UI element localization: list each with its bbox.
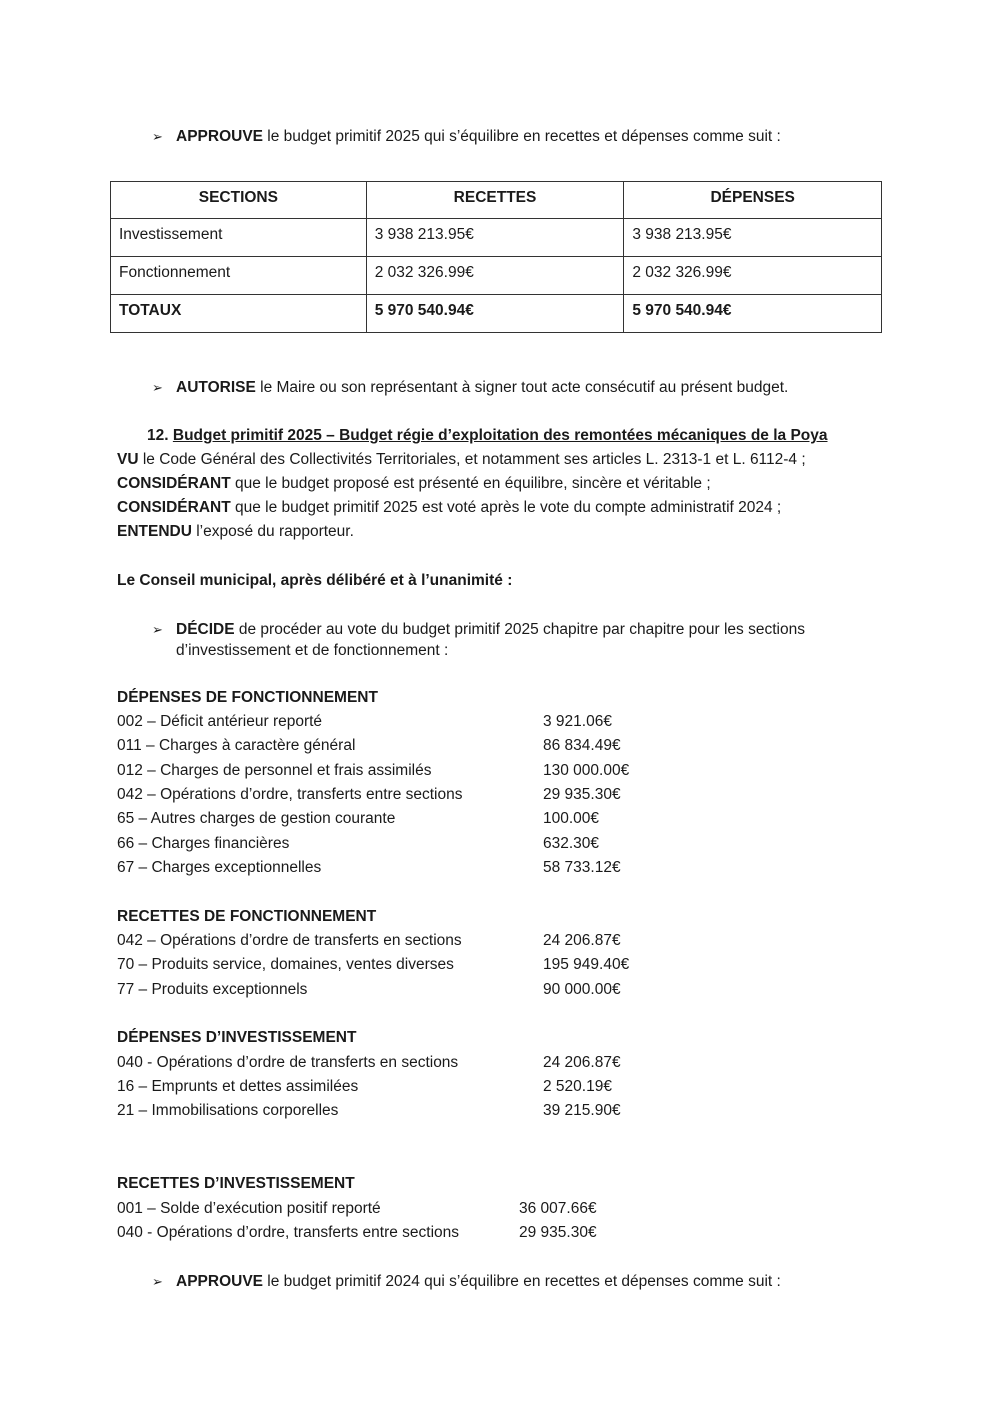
section-title-recettes-fonctionnement: RECETTES DE FONCTIONNEMENT [117, 908, 377, 925]
table-row [111, 257, 882, 295]
vu-line [117, 448, 806, 472]
table-cell: 5 970 540.94€ [624, 295, 882, 333]
item-12-heading [147, 424, 828, 448]
decide-paragraph-continuation [176, 639, 448, 663]
arrow-bullet-icon: ➢ [152, 1274, 163, 1289]
considerant-text: que le budget primitif 2025 est voté après le vote du compte administratif 2024 ; [230, 499, 782, 516]
item-number: 12. [147, 427, 169, 444]
table-cell: 5 970 540.94€ [366, 295, 624, 333]
approve-keyword: APPROUVE [176, 128, 263, 145]
header-sections: SECTIONS [111, 182, 367, 219]
list-item: 67 – Charges exceptionnelles [117, 859, 322, 876]
vu-text: le Code Général des Collectivités Territoriales, et notamment ses articles L. 2313-1 et L. 6112-4 ; [138, 451, 806, 468]
table-cell: 2 032 326.99€ [624, 257, 882, 295]
vu-keyword: VU [117, 451, 139, 468]
list-item: 21 – Immobilisations corporelles [117, 1102, 339, 1119]
table-row [111, 219, 882, 257]
table-totals-row [111, 295, 882, 333]
item-title: Budget primitif 2025 – Budget régie d’exploitation des remontées mécaniques de la Poya [172, 427, 828, 444]
conseil-line [117, 569, 512, 593]
approve-paragraph [152, 125, 781, 149]
header-depenses: DÉPENSES [624, 182, 882, 219]
considerant-keyword: CONSIDÉRANT [117, 499, 231, 516]
decide-text-line-1: de procéder au vote du budget primitif 2025 chapitre par chapitre pour les sections [234, 621, 805, 638]
section-title-depenses-investissement: DÉPENSES D’INVESTISSEMENT [117, 1029, 357, 1046]
list-item: 77 – Produits exceptionnels [117, 981, 308, 998]
list-item: 040 - Opérations d’ordre de transferts en sections [117, 1054, 459, 1071]
table-cell: TOTAUX [111, 295, 367, 333]
list-item: 16 – Emprunts et dettes assimilées [117, 1078, 359, 1095]
list-item-amount: 39 215.90€ [543, 1102, 621, 1119]
list-item-amount: 24 206.87€ [543, 1054, 621, 1071]
considerant-line-1 [117, 472, 711, 496]
list-item: 040 - Opérations d’ordre, transferts entre sections [117, 1224, 460, 1241]
considerant-text: que le budget proposé est présenté en équilibre, sincère et véritable ; [230, 475, 711, 492]
section-title-recettes-investissement: RECETTES D’INVESTISSEMENT [117, 1175, 355, 1192]
approve-text: le budget primitif 2024 qui s’équilibre en recettes et dépenses comme suit : [263, 1273, 781, 1290]
list-item-amount: 58 733.12€ [543, 859, 621, 876]
table-header-row [111, 182, 882, 219]
list-item: 011 – Charges à caractère général [117, 737, 356, 754]
approve-keyword: APPROUVE [176, 1273, 263, 1290]
list-item-amount: 2 520.19€ [543, 1078, 612, 1095]
conseil-text: Le Conseil municipal, après délibéré et à l’unanimité : [117, 572, 513, 589]
list-item: 001 – Solde d’exécution positif reporté [117, 1200, 381, 1217]
table-cell: Fonctionnement [111, 257, 367, 295]
list-item-amount: 632.30€ [543, 835, 600, 852]
list-item-amount: 29 935.30€ [519, 1224, 597, 1241]
list-item-amount: 195 949.40€ [543, 956, 630, 973]
entendu-keyword: ENTENDU [117, 523, 192, 540]
considerant-keyword: CONSIDÉRANT [117, 475, 231, 492]
table-cell: 2 032 326.99€ [366, 257, 624, 295]
header-recettes: RECETTES [366, 182, 624, 219]
authorise-text: le Maire ou son représentant à signer tout acte consécutif au présent budget. [255, 379, 789, 396]
authorise-keyword: AUTORISE [176, 379, 256, 396]
list-item-amount: 130 000.00€ [543, 762, 630, 779]
arrow-bullet-icon: ➢ [152, 622, 163, 637]
arrow-bullet-icon: ➢ [152, 380, 163, 395]
considerant-line-2 [117, 496, 781, 520]
list-item-amount: 24 206.87€ [543, 932, 621, 949]
decide-text-line-2: d’investissement et de fonctionnement : [176, 642, 449, 659]
table-cell: 3 938 213.95€ [624, 219, 882, 257]
decide-keyword: DÉCIDE [176, 621, 235, 638]
section-title-depenses-fonctionnement: DÉPENSES DE FONCTIONNEMENT [117, 689, 378, 706]
entendu-text: l’exposé du rapporteur. [191, 523, 354, 540]
list-item-amount: 86 834.49€ [543, 737, 621, 754]
list-item: 002 – Déficit antérieur reporté [117, 713, 323, 730]
approve-text: le budget primitif 2025 qui s’équilibre en recettes et dépenses comme suit : [263, 128, 781, 145]
budget-table [110, 181, 882, 333]
list-item: 042 – Opérations d’ordre de transferts en sections [117, 932, 462, 949]
list-item-amount: 90 000.00€ [543, 981, 621, 998]
table-cell: Investissement [111, 219, 367, 257]
list-item-amount: 36 007.66€ [519, 1200, 597, 1217]
arrow-bullet-icon: ➢ [152, 129, 163, 144]
list-item: 70 – Produits service, domaines, ventes diverses [117, 956, 454, 973]
list-item: 042 – Opérations d’ordre, transferts entre sections [117, 786, 463, 803]
list-item-amount: 29 935.30€ [543, 786, 621, 803]
list-item: 65 – Autres charges de gestion courante [117, 810, 396, 827]
approve-paragraph-2024 [152, 1270, 781, 1294]
entendu-line [117, 520, 354, 544]
table-cell: 3 938 213.95€ [366, 219, 624, 257]
list-item: 66 – Charges financières [117, 835, 290, 852]
list-item: 012 – Charges de personnel et frais assimilés [117, 762, 432, 779]
authorise-paragraph [152, 376, 788, 400]
list-item-amount: 3 921.06€ [543, 713, 612, 730]
list-item-amount: 100.00€ [543, 810, 600, 827]
